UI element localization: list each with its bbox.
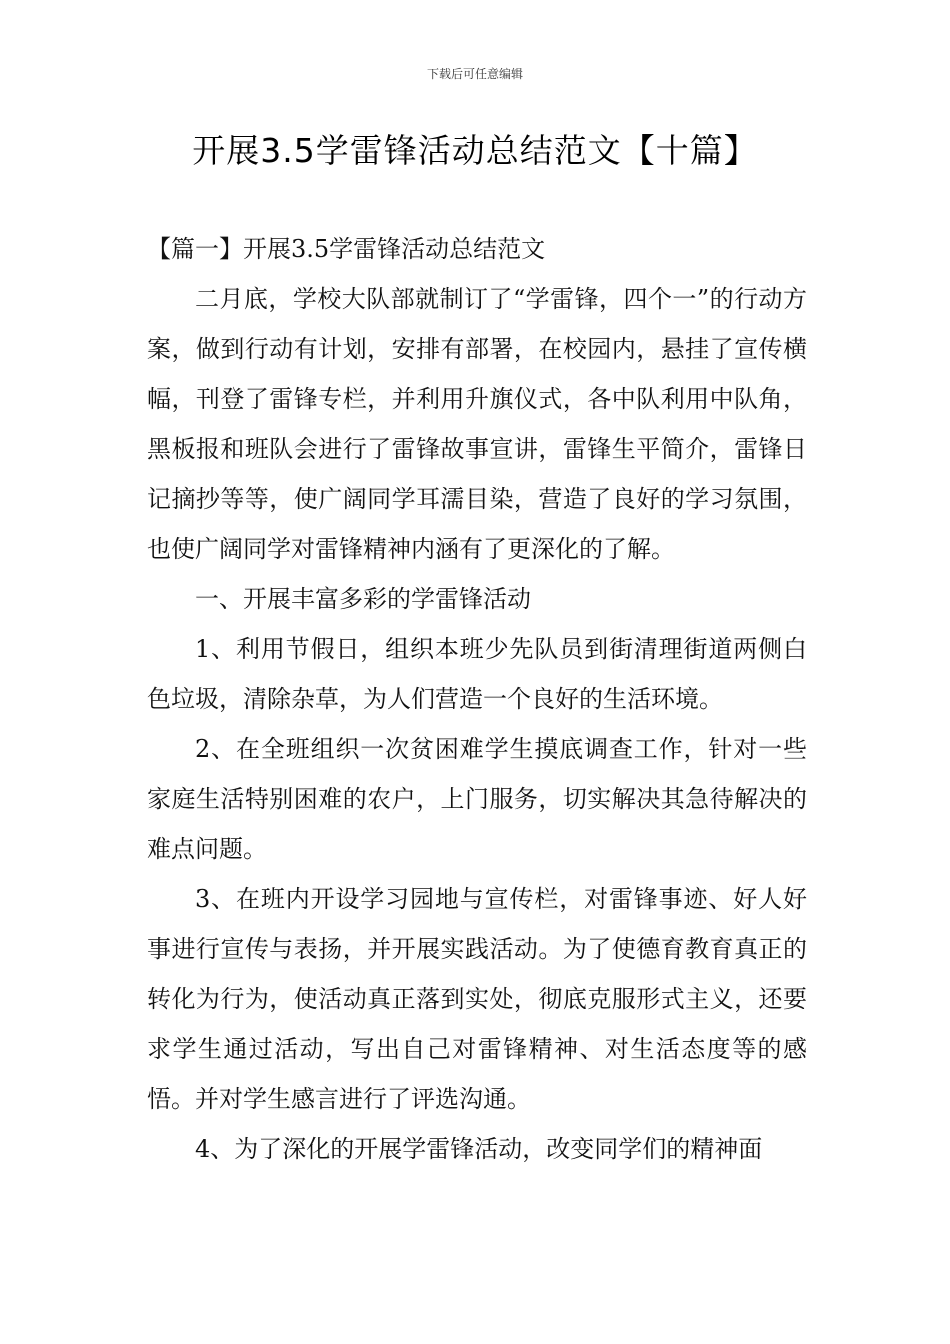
header-note: 下载后可任意编辑 bbox=[426, 67, 523, 81]
paragraph-intro: 二月底，学校大队部就制订了“学雷锋，四个一”的行动方案，做到行动有计划，安排有部署，在校园内，悬挂了宣传横幅，刊登了雷锋专栏，并利用升旗仪式，各中队利用中队角，黑板报和班队会进行了雷锋故事宣讲，雷锋生平简介，雷锋日记摘抄等等，使广阔同学耳濡目染，营造了良好的学习氛围，也使广阔同学对雷锋精神内涵有了更深化的了解。 bbox=[147, 285, 807, 563]
paragraph-item-4: 4、为了深化的开展学雷锋活动，改变同学们的精神面 bbox=[195, 1135, 763, 1163]
document-body bbox=[147, 224, 807, 1174]
paragraph-subheading: 一、开展丰富多彩的学雷锋活动 bbox=[195, 585, 531, 613]
paragraph-item-1: 1、利用节假日，组织本班少先队员到街清理街道两侧白色垃圾，清除杂草，为人们营造一个良好的生活环境。 bbox=[147, 635, 807, 713]
document-title: 开展3.5学雷锋活动总结范文【十篇】 bbox=[192, 131, 758, 170]
paragraph-item-3: 3、在班内开设学习园地与宣传栏，对雷锋事迹、好人好事进行宣传与表扬，并开展实践活动。为了使德育教育真正的转化为行为，使活动真正落到实处，彻底克服形式主义，还要求学生通过活动，写出自己对雷锋精神、对生活态度等的感悟。并对学生感言进行了评选沟通。 bbox=[147, 885, 807, 1113]
section-heading: 【篇一】开展3.5学雷锋活动总结范文 bbox=[147, 235, 546, 263]
paragraph-item-2: 2、在全班组织一次贫困难学生摸底调查工作，针对一些家庭生活特别困难的农户，上门服务，切实解决其急待解决的难点问题。 bbox=[147, 735, 807, 863]
